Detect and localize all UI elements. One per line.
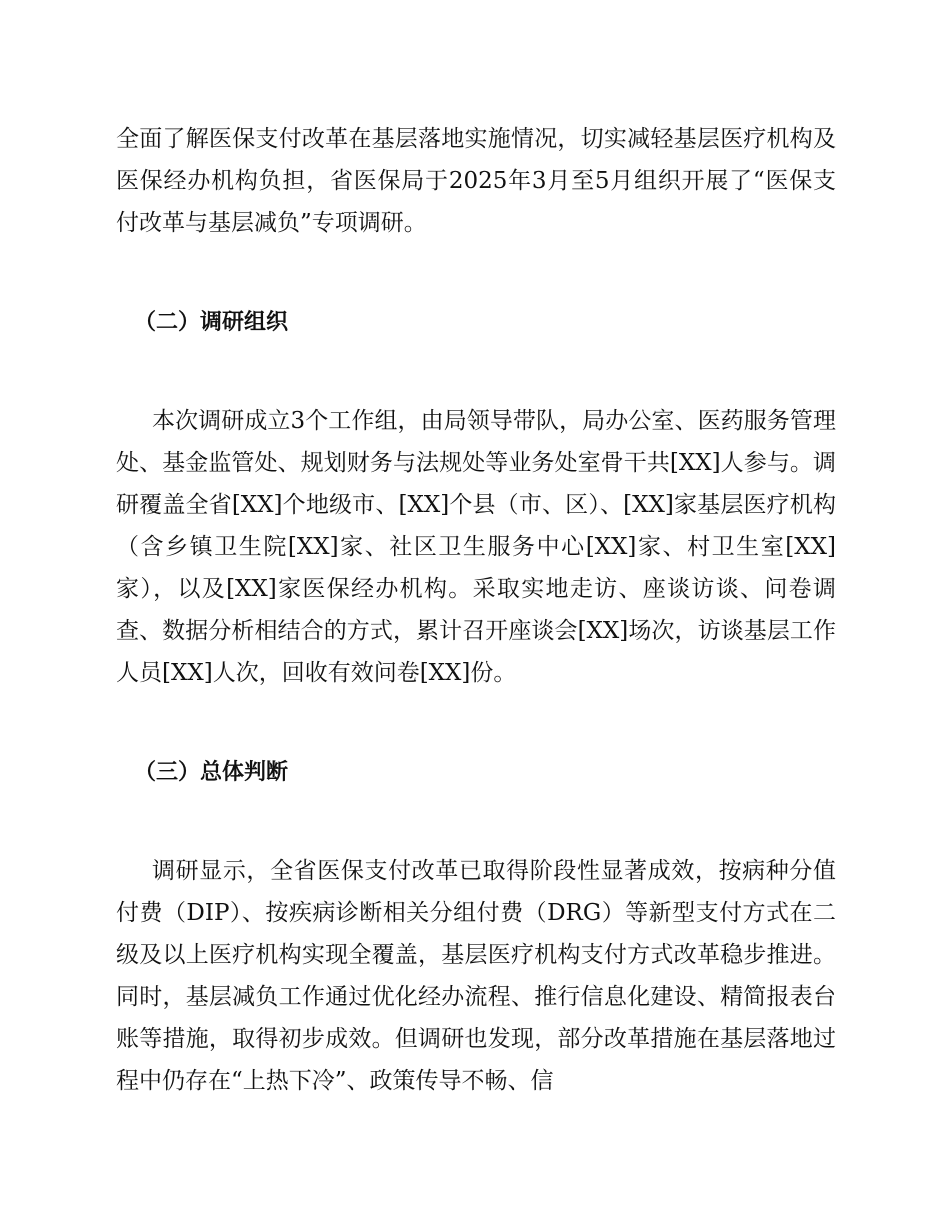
section-heading-assessment: （三）总体判断 [134, 760, 289, 785]
assessment-paragraph: 调研显示，全省医保支付改革已取得阶段性显著成效，按病种分值付费（DIP）、按疾病诊断相关分组付费（DRG）等新型支付方式在二级及以上医疗机构实现全覆盖，基层医疗机构支付方式改革稳步推进。同时，基层减负工作通过优化经办流程、推行信息化建设、精简报表台账等措施，取得初步成效。但调研也发现，部分改革措施在基层落地过程中仍存在“上热下冷”、政策传导不畅、信 [116, 858, 836, 1094]
spacer [116, 244, 836, 302]
spacer [116, 344, 836, 400]
spacer [116, 794, 836, 850]
intro-paragraph: 全面了解医保支付改革在基层落地实施情况，切实减轻基层医疗机构及医保经办机构负担，省医保局于2025年3月至5月组织开展了“医保支付改革与基层减负”专项调研。 [116, 126, 836, 236]
document-body [116, 118, 836, 1102]
spacer [116, 694, 836, 752]
organization-paragraph: 本次调研成立3个工作组，由局领导带队，局办公室、医药服务管理处、基金监管处、规划财务与法规处等业务处室骨干共[XX]人参与。调研覆盖全省[XX]个地级市、[XX]个县（市、区）、[XX]家基层医疗机构（含乡镇卫生院[XX]家、社区卫生服务中心[XX]家、村卫生室[XX]家），以及[XX]家医保经办机构。采取实地走访、座谈访谈、问卷调查、数据分析相结合的方式，累计召开座谈会[XX]场次，访谈基层工作人员[XX]人次，回收有效问卷[XX]份。 [116, 408, 836, 686]
section-heading-organization: （二）调研组织 [134, 310, 289, 335]
